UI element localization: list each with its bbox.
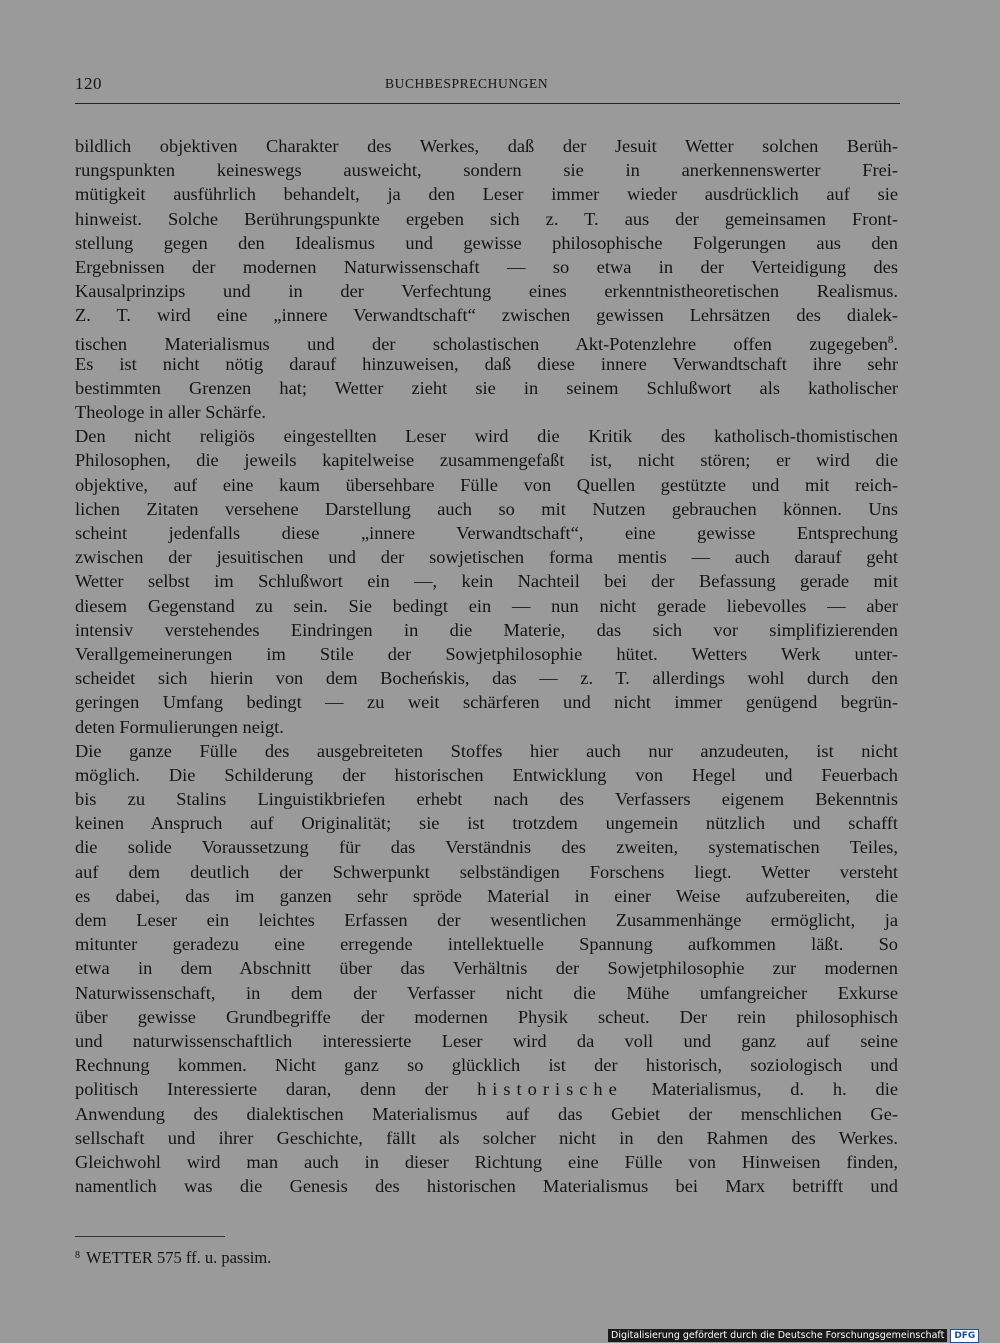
body-text	[75, 134, 898, 1198]
text-line-post: Materialismus, d. h. die	[651, 1079, 898, 1100]
text-line: bis zu Stalins Linguistikbriefen erhebt nach des Verfassers eigenem Bekenntnis	[75, 789, 898, 810]
text-line: mütigkeit ausführlich behandelt, ja den Leser immer wieder ausdrücklich auf sie	[75, 184, 898, 205]
text-line-content: tischen Materialismus und der scholastischen Akt-Potenzlehre offen zugegeben	[75, 333, 888, 354]
text-line: hinweist. Solche Berührungspunkte ergeben sich z. T. aus der gemeinsamen Front-	[75, 208, 898, 229]
page-header	[75, 74, 900, 102]
footer-credit-text: Digitalisierung gefördert durch die Deutsche Forschungsgemeinschaft	[608, 1329, 947, 1342]
text-line: sellschaft und ihrer Geschichte, fällt als solcher nicht in den Rahmen des Werkes.	[75, 1127, 898, 1148]
text-line: Naturwissenschaft, in dem der Verfasser nicht die Mühe umfangreicher Exkurse	[75, 982, 898, 1003]
text-line: Ergebnissen der modernen Naturwissenschaft — so etwa in der Verteidigung des	[75, 256, 898, 277]
running-title: BUCHBESPRECHUNGEN	[385, 76, 549, 91]
text-line: namentlich was die Genesis des historischen Materialismus bei Marx betrifft und	[75, 1176, 898, 1197]
text-line: zwischen der jesuitischen und der sowjetischen forma mentis — auch darauf geht	[75, 547, 898, 568]
digitization-footer	[608, 1328, 979, 1343]
text-line: lichen Zitaten versehene Darstellung auch so mit Nutzen gebrauchen können. Uns	[75, 498, 898, 519]
text-line: stellung gegen den Idealismus und gewisse philosophische Folgerungen aus den	[75, 232, 898, 253]
text-line: möglich. Die Schilderung der historischen Entwicklung von Hegel und Feuerbach	[75, 764, 898, 785]
paragraph	[75, 134, 898, 424]
text-line: scheidet sich hierin von dem Bocheńskis, das — z. T. allerdings wohl durch den	[75, 668, 898, 689]
text-line: scheint jedenfalls diese „innere Verwandtschaft“, eine gewisse Entsprechung	[75, 523, 898, 543]
text-line: intensiv verstehendes Eindringen in die Materie, das sich vor simplifizierenden	[75, 619, 898, 640]
text-line: etwa in dem Abschnitt über das Verhältnis der Sowjetphilosophie zur modernen	[75, 958, 898, 979]
text-line: Kausalprinzips und in der Verfechtung eines erkenntnistheoretischen Realismus.	[75, 281, 898, 302]
page-number: 120	[75, 74, 102, 93]
text-line: Wetter selbst im Schlußwort ein —, kein Nachteil bei der Befassung gerade mit	[75, 571, 898, 592]
dfg-logo: DFG	[950, 1329, 979, 1343]
text-line-spaced	[75, 1077, 898, 1101]
text-line: keinen Anspruch auf Originalität; sie ist trotzdem ungemein nützlich und schafft	[75, 813, 898, 834]
footnote	[75, 1248, 271, 1268]
text-line: Es ist nicht nötig darauf hinzuweisen, daß diese innere Verwandtschaft ihre sehr	[75, 353, 898, 374]
footnote-reference[interactable]: 8	[887, 333, 894, 346]
text-line: Die ganze Fülle des ausgebreiteten Stoffes hier auch nur anzudeuten, ist nicht	[75, 740, 898, 761]
text-line: diesem Gegenstand zu sein. Sie bedingt ein — nun nicht gerade liebevolles — aber	[75, 595, 898, 616]
text-line: Philosophen, die jeweils kapitelweise zusammengefaßt ist, nicht stören; er wird die	[75, 450, 898, 471]
text-line: bildlich objektiven Charakter des Werkes, daß der Jesuit Wetter solchen Berüh-	[75, 136, 898, 156]
text-line: bestimmten Grenzen hat; Wetter zieht sie in seinem Schlußwort als katholischer	[75, 377, 898, 398]
text-line: rungspunkten keineswegs ausweicht, sondern sie in anerkennenswerter Frei-	[75, 160, 898, 181]
text-line: objektive, auf eine kaum übersehbare Fülle von Quellen gestützte und mit reich-	[75, 474, 898, 495]
header-rule	[75, 103, 900, 104]
text-line: Anwendung des dialektischen Materialismus auf das Gebiet der menschlichen Ge-	[75, 1103, 898, 1124]
text-line-pre: politisch Interessierte daran, denn der	[75, 1079, 449, 1100]
text-line: dem Leser ein leichtes Erfassen der wesentlichen Zusammenhänge ermöglicht, ja	[75, 910, 898, 930]
text-line: Theologe in aller Schärfe.	[75, 402, 266, 423]
text-line: Verallgemeinerungen im Stile der Sowjetphilosophie hütet. Wetters Werk unter-	[75, 643, 898, 664]
text-line: geringen Umfang bedingt — zu weit schärferen und nicht immer genügend begrün-	[75, 692, 898, 713]
text-line-with-footnote: tischen Materialismus und der scholastischen Akt-Potenzlehre offen zugegeben$^8$.	[75, 333, 898, 354]
text-line: deten Formulierungen neigt.	[75, 716, 284, 737]
text-line: auf dem deutlich der Schwerpunkt selbständigen Forschens liegt. Wetter versteht	[75, 861, 898, 882]
text-line: Gleichwohl wird man auch in dieser Richtung eine Fülle von Hinweisen finden,	[75, 1151, 898, 1172]
text-line: Den nicht religiös eingestellten Leser wird die Kritik des katholisch-thomistischen	[75, 426, 898, 447]
text-line: Z. T. wird eine „innere Verwandtschaft“ zwischen gewissen Lehrsätzen des dialek-	[75, 305, 898, 326]
text-line: es dabei, das im ganzen sehr spröde Material in einer Weise aufzubereiten, die	[75, 885, 898, 906]
text-line: über gewisse Grundbegriffe der modernen Physik scheut. Der rein philosophisch	[75, 1006, 898, 1027]
footnote-rule	[75, 1236, 225, 1237]
paragraph	[75, 424, 898, 738]
text-line: mitunter geradezu eine erregende intellektuelle Spannung aufkommen läßt. So	[75, 934, 898, 955]
text-line: die solide Voraussetzung für das Verständnis des zweiten, systematischen Teiles,	[75, 837, 898, 858]
paragraph	[75, 739, 898, 1199]
emphasized-spaced-word: historische	[477, 1079, 623, 1100]
footnote-marker: 8	[75, 1250, 80, 1261]
text-line: und naturwissenschaftlich interessierte Leser wird da voll und ganz auf seine	[75, 1030, 898, 1051]
text-line: Rechnung kommen. Nicht ganz so glücklich ist der historisch, soziologisch und	[75, 1055, 898, 1076]
footnote-text: WETTER 575 ff. u. passim.	[86, 1248, 272, 1267]
